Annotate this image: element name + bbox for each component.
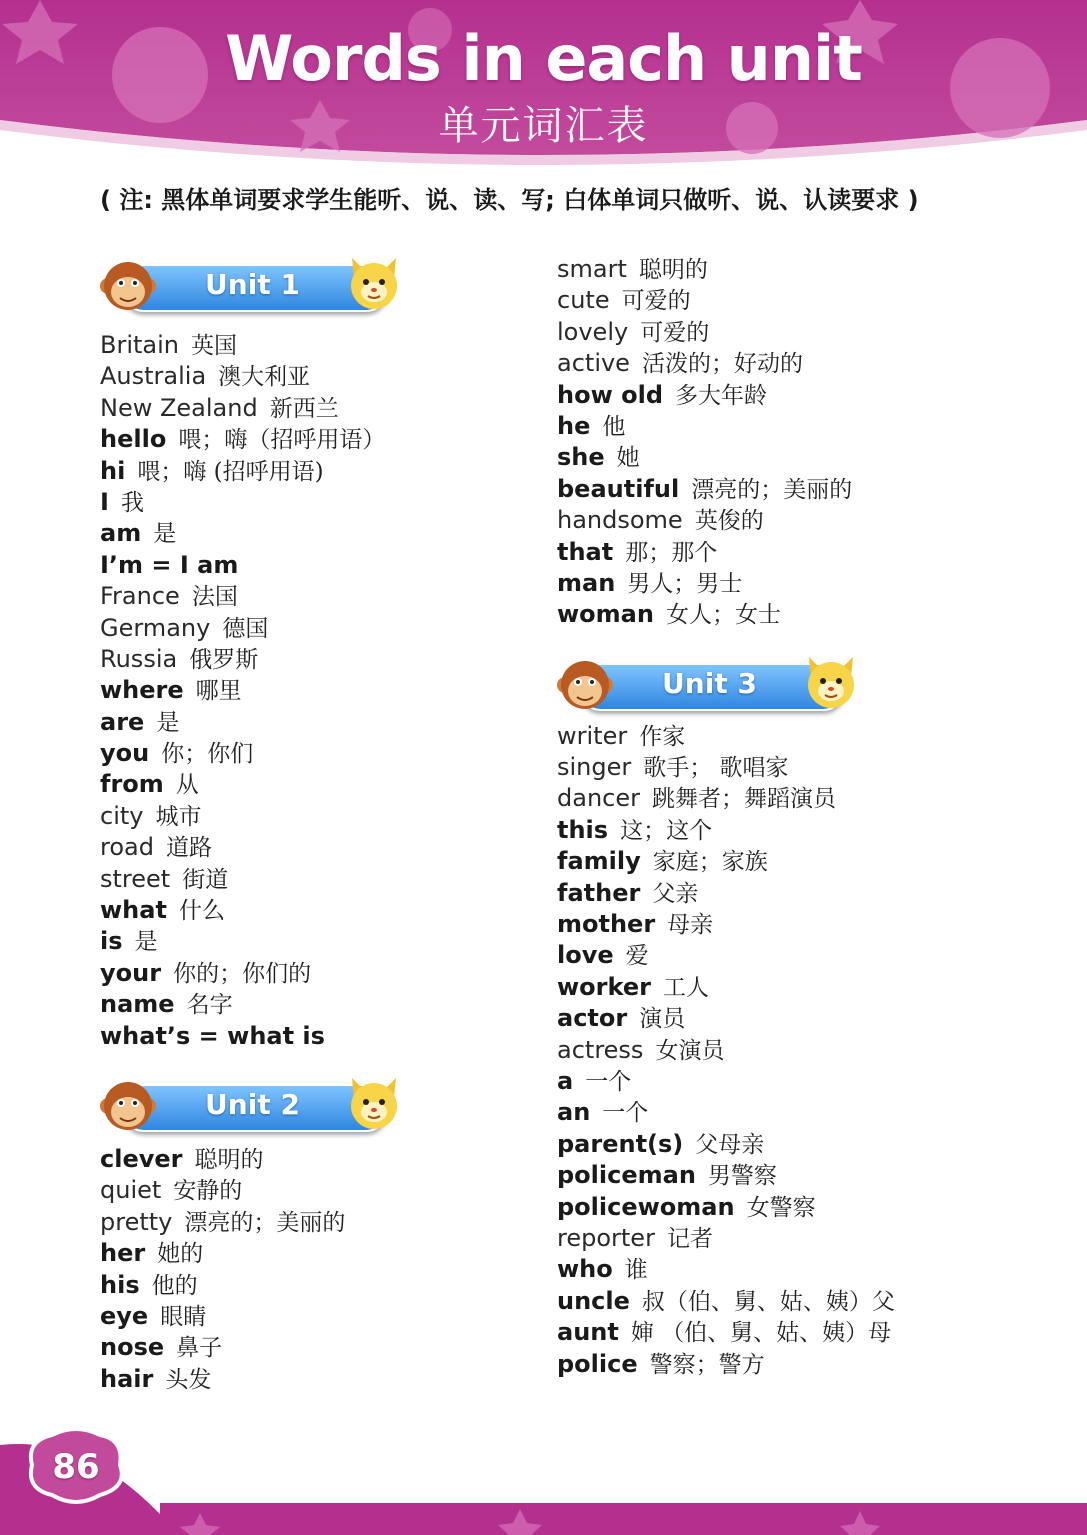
vocab-english: actor xyxy=(557,1004,628,1033)
vocab-english: I’m = I am xyxy=(100,550,239,579)
vocab-chinese: 她 xyxy=(616,445,640,472)
vocab-chinese: 那；那个 xyxy=(625,539,718,566)
vocab-entry xyxy=(100,424,540,455)
vocab-english: family xyxy=(557,847,641,876)
vocab-entry xyxy=(100,581,540,612)
vocab-english: worker xyxy=(557,972,651,1001)
vocab-english: policeman xyxy=(557,1161,696,1190)
vocab-entry xyxy=(557,1129,1057,1160)
vocab-english: she xyxy=(557,443,605,472)
instruction-note: ( 注: 黑体单词要求学生能听、说、读、写; 白体单词只做听、说、认读要求 ) xyxy=(100,186,919,214)
vocab-entry xyxy=(100,613,540,644)
vocab-chinese: 名字 xyxy=(186,992,233,1019)
unit-1-word-list xyxy=(100,330,540,1052)
vocab-entry xyxy=(557,537,1057,568)
vocab-entry xyxy=(100,1364,540,1395)
vocab-english: actress xyxy=(557,1035,644,1064)
vocab-entry xyxy=(100,1332,540,1363)
vocab-chinese: 你；你们 xyxy=(161,741,254,768)
vocab-entry xyxy=(557,972,1057,1003)
vocab-chinese: 她的 xyxy=(157,1241,204,1268)
vocab-chinese: 作家 xyxy=(639,723,686,750)
vocab-entry xyxy=(557,1097,1057,1128)
vocab-english: writer xyxy=(557,721,628,750)
vocab-chinese: 哪里 xyxy=(195,678,242,705)
vocab-english: handsome xyxy=(557,506,683,535)
vocab-chinese: 爱 xyxy=(625,943,649,970)
vocab-chinese: 鼻子 xyxy=(176,1335,223,1362)
vocab-english: street xyxy=(100,864,171,893)
vocab-chinese: 德国 xyxy=(222,615,269,642)
unit-3-label: Unit 3 xyxy=(662,666,757,700)
vocab-entry xyxy=(557,599,1057,630)
vocab-chinese: 婶 （伯、舅、姑、姨）母 xyxy=(630,1320,892,1347)
vocab-entry xyxy=(557,317,1057,348)
vocab-entry xyxy=(100,330,540,361)
vocab-english: her xyxy=(100,1239,146,1268)
header-banner xyxy=(0,0,1087,165)
vocab-english: an xyxy=(557,1098,591,1127)
vocab-chinese: 俄罗斯 xyxy=(189,646,259,673)
vocab-english: Britain xyxy=(100,331,179,359)
vocab-chinese: 女演员 xyxy=(655,1037,725,1064)
vocab-english: is xyxy=(100,927,123,956)
page-title: Words in each unit xyxy=(225,22,862,95)
vocab-english: lovely xyxy=(557,317,629,346)
vocab-english: am xyxy=(100,519,142,548)
vocab-entry xyxy=(557,442,1057,473)
unit-1-label: Unit 1 xyxy=(205,268,300,301)
vocab-english: policewoman xyxy=(557,1192,735,1221)
vocab-chinese: 是 xyxy=(153,521,177,548)
vocab-chinese: 叔（伯、舅、姑、姨）父 xyxy=(641,1288,895,1315)
vocab-entry xyxy=(100,989,540,1020)
vocab-entry xyxy=(100,456,540,487)
vocab-english: road xyxy=(100,833,154,862)
vocab-english: pretty xyxy=(100,1207,173,1236)
vocab-english: clever xyxy=(100,1144,183,1173)
vocab-english: city xyxy=(100,801,144,830)
vocab-english: man xyxy=(557,568,616,597)
vocab-english: that xyxy=(557,537,614,566)
vocab-english: eye xyxy=(100,1301,149,1330)
vocab-chinese: 漂亮的；美丽的 xyxy=(691,476,853,503)
vocab-english: smart xyxy=(557,255,627,283)
vocab-english: this xyxy=(557,815,609,844)
vocab-entry xyxy=(100,361,540,392)
vocab-english: Germany xyxy=(100,613,211,642)
vocab-english: where xyxy=(100,676,184,705)
vocab-chinese: 母亲 xyxy=(667,912,714,939)
vocab-chinese: 歌手； 歌唱家 xyxy=(643,755,789,782)
cat-icon xyxy=(346,254,402,312)
vocab-english: New Zealand xyxy=(100,393,258,422)
vocab-english: who xyxy=(557,1255,613,1284)
vocab-entry xyxy=(557,940,1057,971)
vocab-entry xyxy=(557,1223,1057,1254)
vocab-english: mother xyxy=(557,910,656,939)
vocab-chinese: 聪明的 xyxy=(194,1146,264,1173)
vocab-english: reporter xyxy=(557,1223,655,1252)
unit-3-badge xyxy=(557,653,857,715)
vocab-entry xyxy=(557,1254,1057,1285)
vocab-chinese: 你的；你们的 xyxy=(173,960,312,987)
vocab-english: he xyxy=(557,411,591,440)
vocab-entry xyxy=(557,1349,1057,1380)
vocab-chinese: 聪明的 xyxy=(638,257,708,283)
vocab-entry xyxy=(100,487,540,518)
vocab-entry xyxy=(100,393,540,424)
unit-2-word-list-continued xyxy=(557,254,1057,631)
vocab-entry xyxy=(100,707,540,738)
vocab-english: parent(s) xyxy=(557,1129,684,1158)
vocab-chinese: 喂；嗨（招呼用语） xyxy=(178,427,386,454)
vocab-entry xyxy=(557,752,1057,783)
vocab-chinese: 多大年龄 xyxy=(675,382,767,409)
vocab-entry xyxy=(100,1207,540,1238)
vocab-chinese: 工人 xyxy=(662,974,709,1001)
vocab-chinese: 是 xyxy=(156,709,180,736)
vocab-entry xyxy=(100,895,540,926)
vocab-chinese: 女人；女士 xyxy=(665,602,781,629)
vocab-english: what xyxy=(100,896,167,925)
vocab-entry xyxy=(557,411,1057,442)
footer-background xyxy=(0,1425,1087,1535)
vocab-english: hair xyxy=(100,1364,154,1393)
vocab-entry xyxy=(100,1270,540,1301)
vocab-entry xyxy=(557,1317,1057,1348)
vocab-entry xyxy=(100,801,540,832)
unit-3-word-list xyxy=(557,721,1057,1380)
vocab-entry xyxy=(100,1238,540,1269)
vocab-chinese: 他 xyxy=(602,413,626,440)
unit-2-word-list xyxy=(100,1144,540,1395)
cat-icon xyxy=(803,653,859,711)
vocab-chinese: 街道 xyxy=(182,866,229,893)
vocab-chinese: 喂；嗨 (招呼用语) xyxy=(137,458,324,485)
right-column xyxy=(557,254,1057,1380)
vocab-chinese: 女警察 xyxy=(746,1194,816,1221)
vocab-entry xyxy=(557,254,1057,285)
vocab-chinese: 城市 xyxy=(155,803,202,830)
vocab-entry xyxy=(557,1286,1057,1317)
cat-icon xyxy=(346,1074,402,1132)
vocab-english: Australia xyxy=(100,362,207,391)
page-subtitle: 单元词汇表 xyxy=(438,103,649,149)
vocab-chinese: 可爱的 xyxy=(640,319,710,346)
vocab-entry xyxy=(557,846,1057,877)
vocab-entry xyxy=(557,1192,1057,1223)
vocab-chinese: 活泼的；好动的 xyxy=(641,351,803,378)
vocab-chinese: 可爱的 xyxy=(621,288,691,315)
vocab-entry xyxy=(557,380,1057,411)
vocab-entry xyxy=(100,926,540,957)
vocab-entry xyxy=(100,864,540,895)
vocab-english: from xyxy=(100,770,164,799)
vocab-english: active xyxy=(557,349,630,378)
vocab-english: uncle xyxy=(557,1286,630,1315)
vocab-entry xyxy=(557,348,1057,379)
vocab-english: I xyxy=(100,487,109,516)
vocab-english: cute xyxy=(557,286,610,315)
vocab-chinese: 一个 xyxy=(602,1100,649,1127)
vocab-chinese: 男人；男士 xyxy=(627,570,743,597)
vocab-english: what’s = what is xyxy=(100,1021,325,1050)
vocab-chinese: 这；这个 xyxy=(620,817,713,844)
vocab-entry xyxy=(557,474,1057,505)
vocab-chinese: 漂亮的；美丽的 xyxy=(184,1209,346,1236)
vocab-chinese: 男警察 xyxy=(707,1163,777,1190)
vocab-entry xyxy=(557,1035,1057,1066)
vocab-entry xyxy=(100,1144,540,1175)
vocab-chinese: 我 xyxy=(120,489,144,516)
vocab-english: you xyxy=(100,739,150,768)
vocab-entry xyxy=(100,518,540,549)
vocab-entry xyxy=(100,1021,540,1052)
vocab-chinese: 安静的 xyxy=(173,1178,243,1205)
vocab-chinese: 演员 xyxy=(639,1006,686,1033)
vocab-entry xyxy=(557,878,1057,909)
vocab-english: aunt xyxy=(557,1318,619,1347)
vocab-entry xyxy=(100,738,540,769)
vocab-chinese: 一个 xyxy=(585,1068,632,1095)
vocab-entry xyxy=(557,505,1057,536)
vocab-chinese: 家庭；家族 xyxy=(652,849,768,876)
vocab-english: beautiful xyxy=(557,474,680,503)
vocab-chinese: 从 xyxy=(175,772,199,799)
vocab-chinese: 是 xyxy=(134,929,158,956)
vocab-chinese: 英国 xyxy=(191,333,237,359)
vocab-entry xyxy=(557,1066,1057,1097)
vocab-entry xyxy=(557,783,1057,814)
left-column xyxy=(100,254,540,1395)
vocab-chinese: 记者 xyxy=(666,1225,713,1252)
vocab-chinese: 父母亲 xyxy=(695,1131,765,1158)
vocab-english: Russia xyxy=(100,644,178,673)
vocab-entry xyxy=(100,550,540,581)
vocab-entry xyxy=(557,1003,1057,1034)
unit-2-label: Unit 2 xyxy=(205,1087,300,1121)
vocab-entry xyxy=(100,832,540,863)
vocab-chinese: 跳舞者；舞蹈演员 xyxy=(651,786,836,813)
vocab-english: France xyxy=(100,582,180,611)
unit-2-badge xyxy=(100,1074,400,1136)
vocab-entry xyxy=(557,815,1057,846)
vocab-chinese: 什么 xyxy=(178,898,225,925)
vocab-english: singer xyxy=(557,753,632,782)
vocab-chinese: 新西兰 xyxy=(269,395,339,422)
vocab-english: hi xyxy=(100,456,126,485)
vocab-chinese: 警察；警方 xyxy=(649,1351,765,1378)
vocab-chinese: 眼睛 xyxy=(160,1303,207,1330)
vocab-entry xyxy=(557,721,1057,752)
vocab-chinese: 谁 xyxy=(624,1257,648,1284)
vocab-english: love xyxy=(557,941,614,970)
vocab-entry xyxy=(100,644,540,675)
vocab-entry xyxy=(100,675,540,706)
vocab-english: police xyxy=(557,1349,638,1378)
vocab-chinese: 道路 xyxy=(165,835,212,862)
unit-1-badge xyxy=(100,254,400,316)
vocab-english: dancer xyxy=(557,784,640,813)
vocab-english: father xyxy=(557,878,641,907)
vocab-entry xyxy=(100,769,540,800)
vocab-entry xyxy=(100,958,540,989)
vocab-english: quiet xyxy=(100,1176,162,1205)
vocab-english: name xyxy=(100,990,175,1019)
vocab-entry xyxy=(557,285,1057,316)
vocab-english: your xyxy=(100,958,162,987)
vocab-entry xyxy=(100,1175,540,1206)
vocab-entry xyxy=(557,909,1057,940)
vocab-chinese: 英俊的 xyxy=(694,508,764,535)
vocab-english: hello xyxy=(100,425,167,454)
vocab-english: woman xyxy=(557,600,654,629)
vocab-english: how old xyxy=(557,380,663,409)
vocab-entry xyxy=(557,568,1057,599)
vocab-english: nose xyxy=(100,1333,165,1362)
vocab-english: a xyxy=(557,1066,574,1095)
vocab-chinese: 澳大利亚 xyxy=(218,364,311,391)
vocab-entry xyxy=(100,1301,540,1332)
vocab-chinese: 他的 xyxy=(151,1272,198,1299)
footer-band xyxy=(0,1425,1087,1535)
vocab-english: his xyxy=(100,1270,140,1299)
vocab-chinese: 法国 xyxy=(191,584,238,611)
vocab-chinese: 父亲 xyxy=(652,880,699,907)
vocab-chinese: 头发 xyxy=(165,1366,212,1393)
vocab-english: are xyxy=(100,707,145,736)
page-number: 86 xyxy=(52,1447,100,1487)
vocab-entry xyxy=(557,1160,1057,1191)
